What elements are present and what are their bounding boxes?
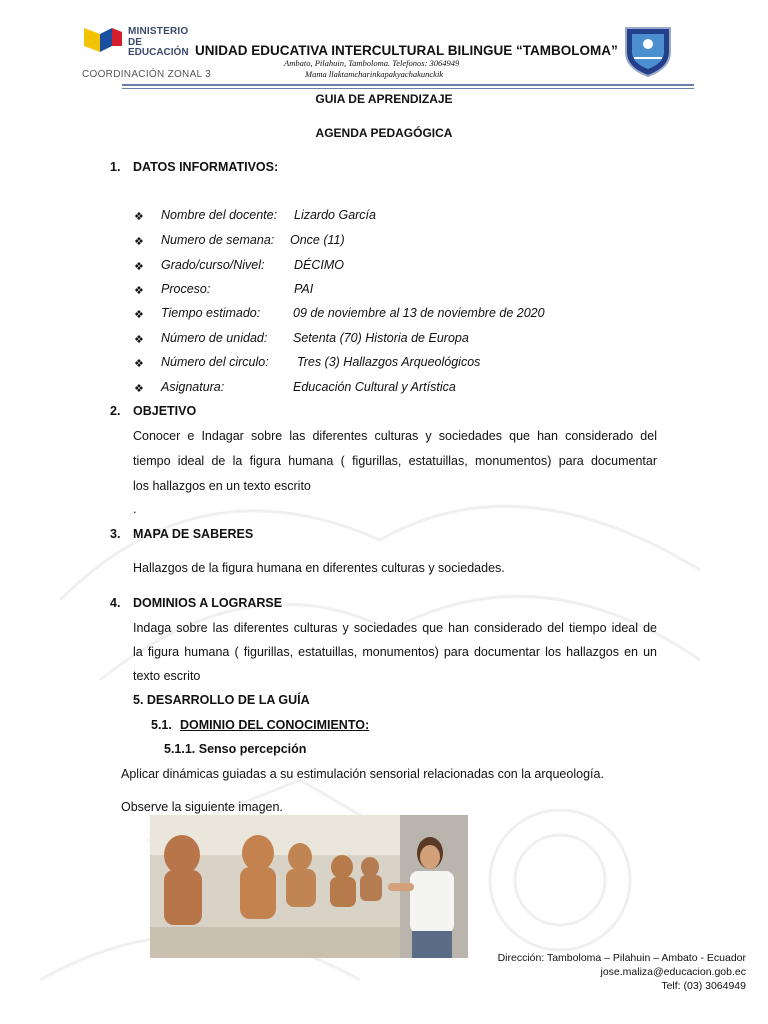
bullet-icon: ❖: [134, 285, 144, 297]
info-label: Asignatura:: [161, 380, 225, 394]
bullet-icon: ❖: [134, 211, 144, 223]
section4-number: 4.: [110, 596, 121, 610]
info-value: Lizardo García: [294, 208, 376, 222]
instruction-text: Aplicar dinámicas guiadas a su estimulación sensorial relacionadas con la arqueología.: [121, 767, 604, 781]
section2-number: 2.: [110, 404, 121, 418]
bullet-icon: ❖: [134, 261, 144, 273]
section1-heading: DATOS INFORMATIVOS:: [133, 160, 279, 174]
school-name: UNIDAD EDUCATIVA INTERCULTURAL BILINGUE “TAMBOLOMA”: [195, 43, 618, 58]
section2-heading: OBJETIVO: [133, 404, 197, 418]
section5-1-1-heading: 5.1.1. Senso percepción: [164, 742, 307, 756]
objective-line: Conocer e Indagar sobre las diferentes culturas y sociedades que han considerado del: [133, 429, 657, 443]
document-subtitle: AGENDA PEDAGÓGICA: [315, 126, 453, 140]
domain-line: Indaga sobre las diferentes culturas y sociedades que han considerado del tiempo ideal de: [133, 621, 657, 635]
info-label: Numero de semana:: [161, 233, 275, 247]
header-rule-thin: [122, 88, 694, 89]
bullet-icon: ❖: [134, 309, 144, 321]
ministry-emblem-icon: [82, 24, 124, 54]
info-value: PAI: [294, 282, 314, 296]
section3-heading: MAPA DE SABERES: [133, 527, 254, 541]
info-label: Número del circulo:: [161, 355, 269, 369]
bullet-icon: ❖: [134, 383, 144, 395]
footer-address: Dirección: Tamboloma – Pilahuin – Ambato - Ecuador: [497, 952, 746, 964]
section3-text: Hallazgos de la figura humana en diferentes culturas y sociedades.: [133, 561, 505, 575]
objective-dot: .: [133, 502, 137, 516]
observe-text: Observe la siguiente imagen.: [121, 800, 283, 814]
ministry-line2: DE EDUCACIÓN: [128, 37, 189, 58]
school-address: Ambato, Pilahuin, Tamboloma. Telefonos: 3064949: [284, 58, 460, 68]
info-value: 09 de noviembre al 13 de noviembre de 2020: [293, 306, 545, 320]
domain-line: texto escrito: [133, 669, 201, 683]
header-rule: [122, 84, 694, 86]
info-label: Nombre del docente:: [161, 208, 278, 222]
info-label: Proceso:: [161, 282, 211, 296]
school-shield-icon: [620, 22, 676, 78]
ministry-logo: [82, 24, 211, 80]
school-motto: Mama llaktamcharinkapakyachakunckik: [305, 69, 444, 79]
document-title: GUIA DE APRENDIZAJE: [315, 92, 453, 106]
info-label: Tiempo estimado:: [161, 306, 261, 320]
section5-heading: 5. DESARROLLO DE LA GUÍA: [133, 693, 310, 707]
section5-1-number: 5.1.: [151, 718, 172, 732]
section3-number: 3.: [110, 527, 121, 541]
info-label: Número de unidad:: [161, 331, 268, 345]
info-value: DÉCIMO: [294, 258, 344, 272]
info-label: Grado/curso/Nivel:: [161, 258, 265, 272]
section5-1-heading: DOMINIO DEL CONOCIMIENTO:: [180, 718, 370, 732]
bullet-icon: ❖: [134, 236, 144, 248]
info-value: Tres (3) Hallazgos Arqueológicos: [297, 355, 481, 369]
bullet-icon: ❖: [134, 334, 144, 346]
objective-line: tiempo ideal de la figura humana ( figurillas, estatuillas, monumentos) para documentar: [133, 454, 657, 468]
info-value: Educación Cultural y Artística: [293, 380, 456, 394]
ministry-line1: MINISTERIO: [128, 26, 189, 37]
objective-line: los hallazgos en un texto escrito: [133, 479, 311, 493]
coordination-label: COORDINACIÓN ZONAL 3: [82, 69, 211, 80]
info-value: Setenta (70) Historia de Europa: [293, 331, 469, 345]
domain-line: la figura humana ( figurillas, estatuillas, monumentos) para documentar los hallazgos en un: [133, 645, 657, 659]
section1-number: 1.: [110, 160, 121, 174]
section4-heading: DOMINIOS A LOGRARSE: [133, 596, 283, 610]
footer-phone: Telf: (03) 3064949: [661, 980, 746, 992]
archaeology-photo: [150, 815, 468, 958]
figurine: [164, 835, 202, 925]
bullet-icon: ❖: [134, 358, 144, 370]
info-value: Once (11): [290, 233, 345, 247]
footer-email[interactable]: jose.maliza@educacion.gob.ec: [600, 966, 746, 978]
